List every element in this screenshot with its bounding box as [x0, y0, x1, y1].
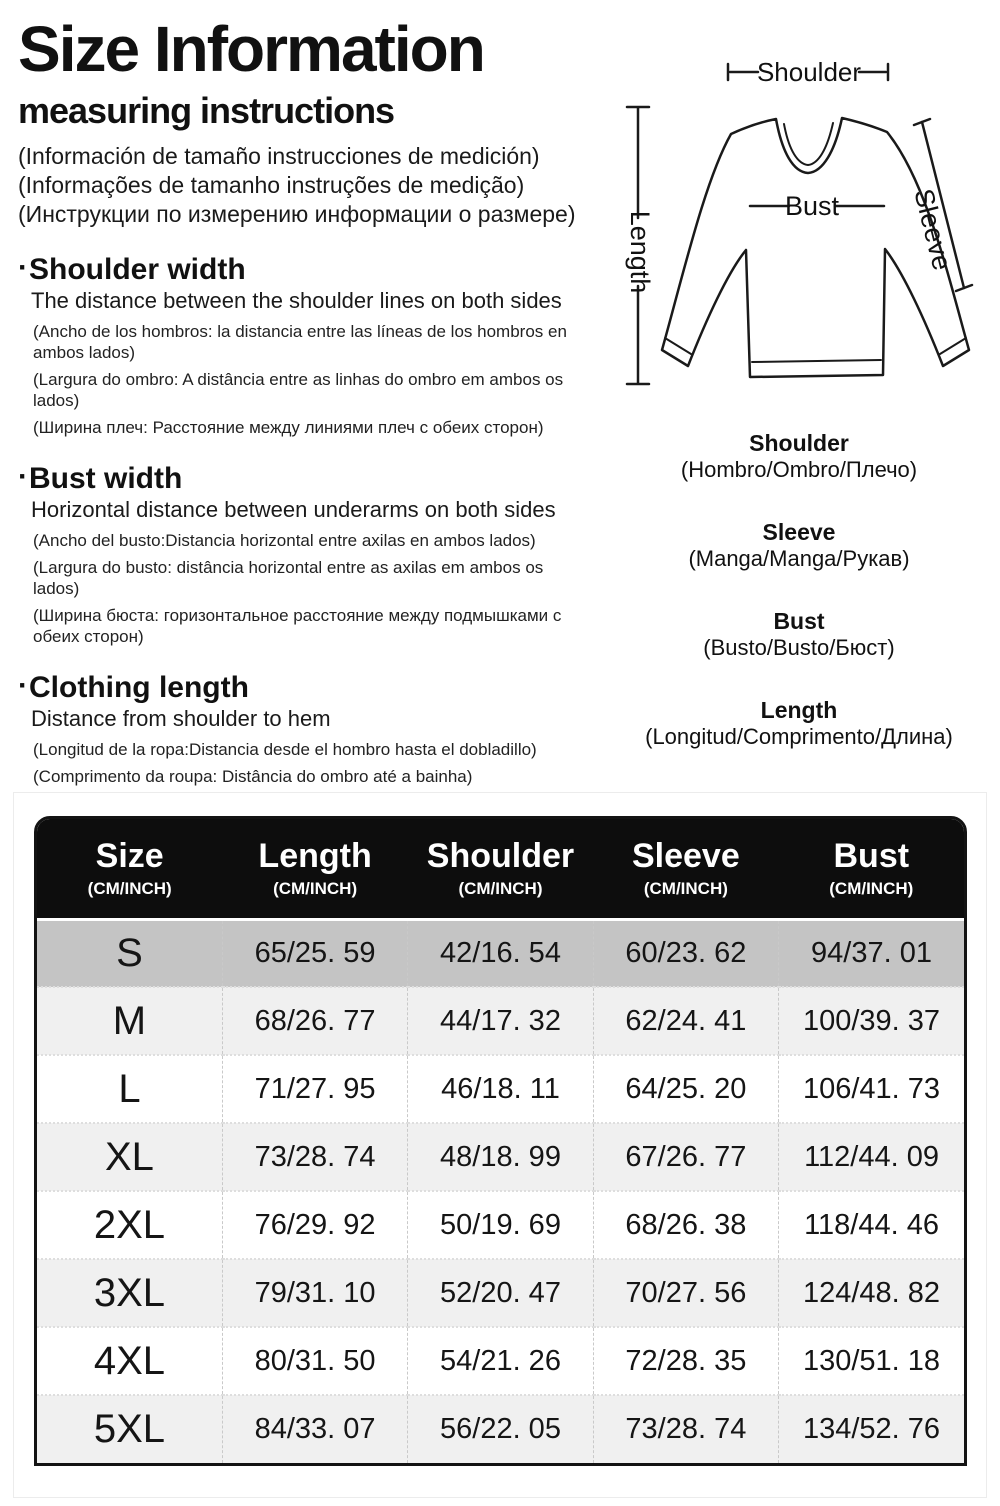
sleeve-cell: 67/26. 77 — [593, 1123, 778, 1191]
size-cell: 4XL — [37, 1327, 222, 1395]
shoulder-cell: 48/18. 99 — [408, 1123, 593, 1191]
section-heading — [18, 251, 603, 286]
shoulder-cell: 42/16. 54 — [408, 919, 593, 987]
column-label: Shoulder — [426, 836, 575, 875]
column-header-length — [222, 819, 407, 919]
section-bust-width — [18, 460, 603, 647]
section-heading-text: Shoulder width — [29, 252, 246, 286]
subtitle-translation-es: (Información de tamaño instrucciones de medición) — [18, 142, 540, 169]
bullet-icon: · — [18, 668, 28, 702]
shoulder-cell: 44/17. 32 — [408, 987, 593, 1055]
section-shoulder-width — [18, 251, 603, 438]
sleeve-cell: 72/28. 35 — [593, 1327, 778, 1395]
bust-cell: 118/44. 46 — [779, 1191, 964, 1259]
column-header-sleeve — [593, 819, 778, 919]
size-cell: XL — [37, 1123, 222, 1191]
page-title: Size Information — [18, 13, 484, 85]
column-label: Sleeve — [631, 836, 740, 875]
size-cell: L — [37, 1055, 222, 1123]
glossary-translations: (Longitud/Comprimento/Длина) — [645, 724, 953, 749]
bust-cell: 124/48. 82 — [779, 1259, 964, 1327]
column-unit: (CM/INCH) — [829, 878, 914, 898]
subtitle-translations — [18, 142, 603, 229]
bust-cell: 112/44. 09 — [779, 1123, 964, 1191]
column-label: Bust — [833, 836, 910, 875]
glossary-item-sleeve — [600, 519, 998, 572]
section-heading-text: Bust width — [29, 461, 183, 495]
table-row-2xl — [37, 1191, 964, 1259]
length-cell: 73/28. 74 — [222, 1123, 407, 1191]
section-heading — [18, 460, 603, 495]
column-header-bust — [779, 819, 964, 919]
glossary-translations: (Hombro/Ombro/Плечо) — [680, 457, 918, 482]
bullet-icon: · — [18, 459, 28, 493]
table-row-xl — [37, 1123, 964, 1191]
table-row-s — [37, 919, 964, 987]
glossary-term: Sleeve — [762, 519, 836, 545]
measurement-glossary — [600, 430, 998, 786]
glossary-item-bust — [600, 608, 998, 661]
section-translation-es: (Ancho de los hombros: la distancia entre las líneas de los hombros en ambos lados) — [33, 321, 567, 362]
length-cell: 84/33. 07 — [222, 1395, 407, 1463]
length-cell: 71/27. 95 — [222, 1055, 407, 1123]
section-translation-pt: (Comprimento da roupa: Distância do ombro até a bainha) — [33, 766, 473, 786]
column-unit: (CM/INCH) — [87, 878, 172, 898]
section-description: Distance from shoulder to hem — [31, 705, 331, 731]
glossary-item-length — [600, 697, 998, 750]
table-row-l — [37, 1055, 964, 1123]
bust-cell: 100/39. 37 — [779, 987, 964, 1055]
column-header-shoulder — [408, 819, 593, 919]
section-translation-es: (Ancho del busto:Distancia horizontal entre axilas en ambos lados) — [33, 530, 536, 550]
glossary-translations: (Manga/Manga/Рукав) — [688, 546, 910, 571]
section-translation-ru: (Ширина плеч: Расстояние между линиями плеч с обеих сторон) — [33, 417, 544, 437]
section-translation-es: (Longitud de la ropa:Distancia desde el hombro hasta el dobladillo) — [33, 739, 537, 759]
size-table-header — [37, 819, 964, 919]
size-table-container — [13, 792, 987, 1498]
size-table-body — [37, 919, 964, 1463]
glossary-term: Bust — [773, 608, 825, 634]
section-translations — [33, 530, 593, 647]
size-cell: 3XL — [37, 1259, 222, 1327]
table-row-m — [37, 987, 964, 1055]
glossary-term: Length — [760, 697, 838, 723]
sleeve-cell: 70/27. 56 — [593, 1259, 778, 1327]
section-heading — [18, 669, 603, 704]
glossary-term: Shoulder — [749, 430, 849, 456]
size-cell: S — [37, 919, 222, 987]
header-row — [37, 819, 964, 919]
size-cell: M — [37, 987, 222, 1055]
shirt-measurement-diagram — [600, 20, 1000, 432]
bust-cell: 134/52. 76 — [779, 1395, 964, 1463]
column-label: Length — [258, 836, 372, 875]
bullet-icon: · — [18, 250, 28, 284]
length-cell: 65/25. 59 — [222, 919, 407, 987]
column-unit: (CM/INCH) — [643, 878, 728, 898]
shoulder-cell: 50/19. 69 — [408, 1191, 593, 1259]
section-translations — [33, 321, 593, 438]
table-row-4xl — [37, 1327, 964, 1395]
section-description: Horizontal distance between underarms on both sides — [31, 496, 556, 522]
subtitle-translation-pt: (Informações de tamanho instruções de medição) — [18, 171, 525, 198]
section-translation-pt: (Largura do ombro: A distância entre as linhas do ombro em ambos os lados) — [33, 369, 564, 410]
column-header-size — [37, 819, 222, 919]
section-translation-pt: (Largura do busto: distância horizontal entre as axilas em ambos os lados) — [33, 557, 544, 598]
bust-cell: 130/51. 18 — [779, 1327, 964, 1395]
shirt-neck-ribbing — [784, 123, 833, 165]
section-heading-text: Clothing length — [29, 670, 249, 704]
measuring-instructions-column — [18, 14, 603, 820]
shoulder-cell: 56/22. 05 — [408, 1395, 593, 1463]
sleeve-cell: 62/24. 41 — [593, 987, 778, 1055]
size-table-frame — [34, 816, 967, 1466]
diagram-shoulder-label: Shoulder — [756, 57, 862, 87]
diagram-length-label: Length — [624, 210, 655, 294]
section-translation-ru: (Ширина бюста: горизонтальное расстояние между подмышками с обеих сторон) — [33, 605, 562, 646]
shoulder-cell: 46/18. 11 — [408, 1055, 593, 1123]
size-cell: 2XL — [37, 1191, 222, 1259]
column-unit: (CM/INCH) — [273, 878, 358, 898]
length-cell: 76/29. 92 — [222, 1191, 407, 1259]
table-row-3xl — [37, 1259, 964, 1327]
glossary-translations: (Busto/Busto/Бюст) — [703, 635, 895, 660]
size-table — [37, 819, 964, 1463]
glossary-item-shoulder — [600, 430, 998, 483]
sleeve-cell: 60/23. 62 — [593, 919, 778, 987]
shoulder-cell: 52/20. 47 — [408, 1259, 593, 1327]
sleeve-cell: 73/28. 74 — [593, 1395, 778, 1463]
column-unit: (CM/INCH) — [458, 878, 543, 898]
size-cell: 5XL — [37, 1395, 222, 1463]
table-row-5xl — [37, 1395, 964, 1463]
length-cell: 80/31. 50 — [222, 1327, 407, 1395]
sleeve-cell: 68/26. 38 — [593, 1191, 778, 1259]
page-subtitle: measuring instructions — [18, 89, 395, 131]
shoulder-cell: 54/21. 26 — [408, 1327, 593, 1395]
column-label: Size — [95, 836, 164, 875]
bust-cell: 106/41. 73 — [779, 1055, 964, 1123]
bust-cell: 94/37. 01 — [779, 919, 964, 987]
length-cell: 79/31. 10 — [222, 1259, 407, 1327]
length-cell: 68/26. 77 — [222, 987, 407, 1055]
diagram-sleeve-label: Sleeve — [908, 185, 958, 274]
sleeve-cell: 64/25. 20 — [593, 1055, 778, 1123]
subtitle-translation-ru: (Инструкции по измерению информации о размере) — [18, 200, 576, 227]
section-description: The distance between the shoulder lines on both sides — [31, 287, 562, 313]
diagram-bust-label: Bust — [784, 191, 840, 221]
